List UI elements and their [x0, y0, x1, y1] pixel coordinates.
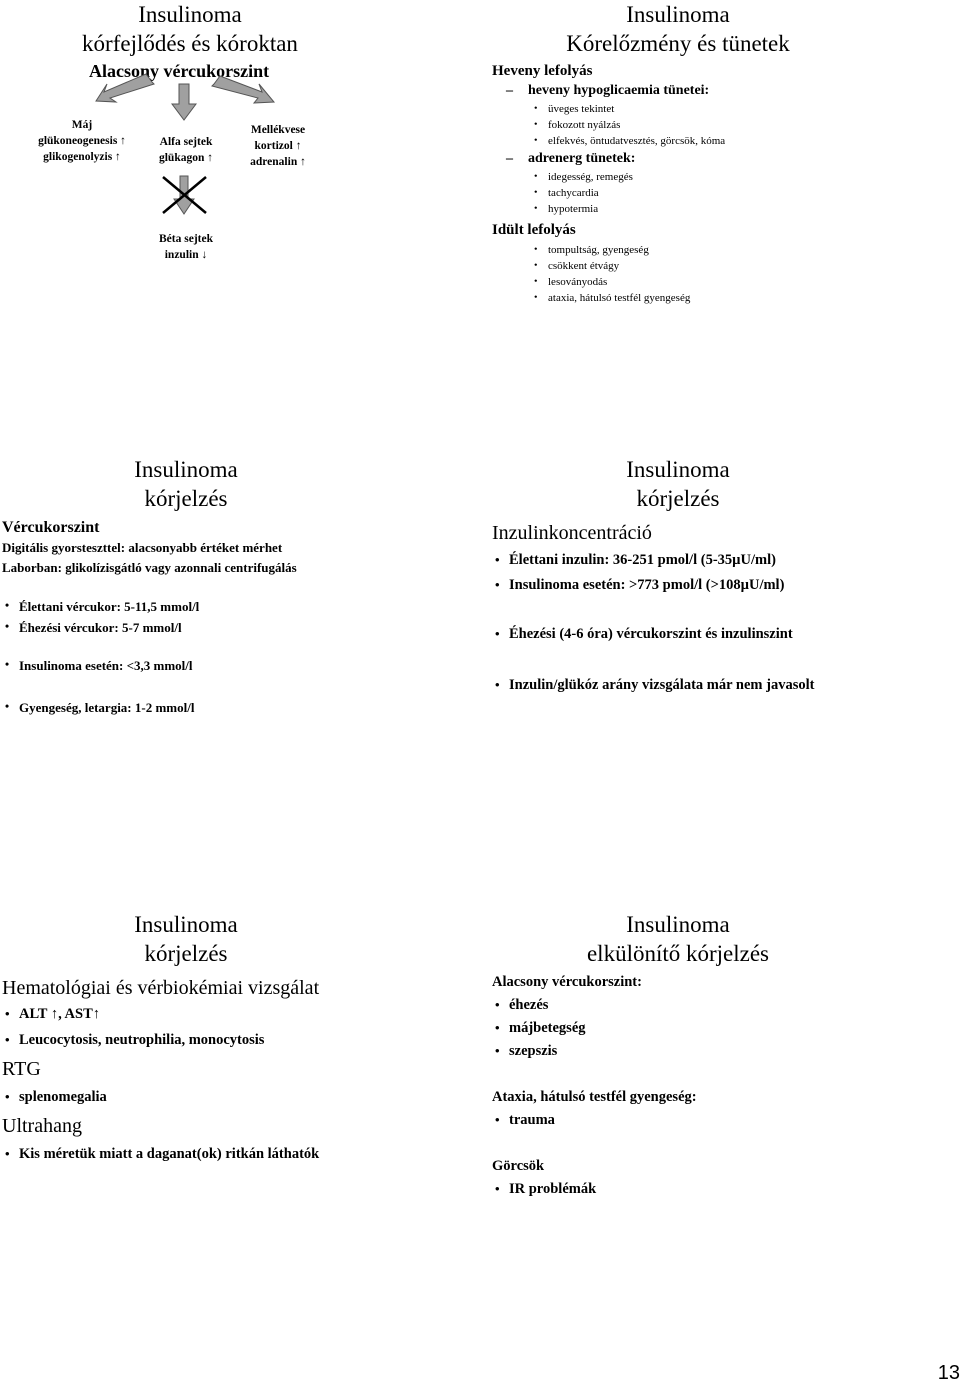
slide-title: Insulinoma kórfejlődés és kóroktan	[82, 2, 298, 56]
list-item: • Inzulin/glükóz arány vizsgálata már nem javasolt	[509, 677, 814, 694]
page-number: 13	[937, 1362, 960, 1384]
xray-heading: RTG	[2, 1058, 41, 1080]
exam-heading: Hematológiai és vérbiokémiai vizsgálat	[2, 977, 320, 999]
slide-diagnosis-exams	[0, 910, 480, 1330]
list-item: • Élettani inzulin: 36-251 pmol/l (5-35µU/ml)	[509, 552, 776, 569]
chronic-course-heading: Idült lefolyás	[492, 222, 576, 238]
list-item: • Kis méretük miatt a daganat(ok) ritkán láthatók	[19, 1146, 319, 1163]
list-item: • fokozott nyálzás	[548, 119, 620, 131]
slide-diagnosis-insulin	[480, 455, 960, 875]
list-item: • ALT ↑, AST↑	[19, 1006, 100, 1023]
node-liver: Máj glükoneogenesis ↑ glikogenolyzis ↑	[38, 119, 126, 163]
list-item: • májbetegség	[509, 1020, 586, 1037]
adrenergic-heading: – adrenerg tünetek:	[528, 151, 635, 167]
ataxia-heading: Ataxia, hátulsó testfél gyengeség:	[492, 1089, 697, 1105]
slide-title: Insulinoma kórjelzés	[134, 912, 238, 966]
list-item: • IR problémák	[509, 1181, 596, 1198]
list-item: • Insulinoma esetén: <3,3 mmol/l	[19, 658, 193, 674]
arrow-to-adrenal	[212, 76, 274, 103]
slide-title: Insulinoma kórjelzés	[626, 457, 730, 511]
node-adrenal: Mellékvese kortizol ↑ adrenalin ↑	[250, 124, 306, 168]
list-item: • tachycardia	[548, 187, 599, 199]
arrow-to-liver	[96, 74, 154, 102]
ultrasound-heading: Ultrahang	[2, 1115, 82, 1137]
slide-history-symptoms	[480, 0, 960, 420]
list-item: • elfekvés, öntudatvesztés, görcsök, kóma	[548, 135, 725, 147]
list-item: • lesoványodás	[548, 276, 607, 288]
list-item: • trauma	[509, 1112, 555, 1129]
info-line: Laborban: glikolízisgátló vagy azonnali centrifugálás	[2, 560, 297, 575]
list-item: • splenomegalia	[19, 1089, 107, 1106]
list-item: • idegesség, remegés	[548, 171, 633, 183]
list-item: • ataxia, hátulsó testfél gyengeség	[548, 292, 690, 304]
list-item: • éhezés	[509, 997, 548, 1014]
list-item: • Éhezési (4-6 óra) vércukorszint és inzulinszint	[509, 626, 793, 643]
slide-differential-diagnosis	[480, 910, 960, 1330]
list-item: • Gyengeség, letargia: 1-2 mmol/l	[19, 700, 194, 716]
list-item: • tompultság, gyengeség	[548, 244, 649, 256]
list-item: • Élettani vércukor: 5-11,5 mmol/l	[19, 599, 199, 615]
list-item: • üveges tekintet	[548, 103, 614, 115]
hypoglycaemia-heading: – heveny hypoglicaemia tünetei:	[528, 83, 709, 99]
slide-title: Insulinoma Kórelőzmény és tünetek	[566, 2, 790, 56]
list-item: • Insulinoma esetén: >773 pmol/l (>108µU/ml)	[509, 577, 784, 594]
list-item: • szepszis	[509, 1043, 557, 1060]
slide-diagnosis-blood-sugar	[0, 455, 480, 875]
list-item: • Éhezési vércukor: 5-7 mmol/l	[19, 620, 182, 636]
list-item: • hypotermia	[548, 203, 598, 215]
insulin-heading: Inzulinkoncentráció	[492, 522, 652, 544]
node-beta-cells: Béta sejtek inzulin ↓	[159, 233, 213, 261]
blood-sugar-heading: Vércukorszint	[2, 519, 100, 536]
list-item: • Leucocytosis, neutrophilia, monocytosis	[19, 1032, 264, 1049]
low-blood-sugar-heading: Alacsony vércukorszint:	[492, 974, 642, 990]
seizures-heading: Görcsök	[492, 1158, 545, 1174]
arrow-to-alpha-cells	[172, 84, 196, 120]
info-line: Digitális gyorsteszttel: alacsonyabb értéket mérhet	[2, 540, 283, 555]
low-blood-sugar-label: Alacsony vércukorszint	[89, 61, 270, 81]
slide-pathogenesis	[0, 0, 480, 420]
slide-title: Insulinoma elkülönítő kórjelzés	[586, 912, 770, 966]
list-item: • csökkent étvágy	[548, 260, 619, 272]
node-alpha-cells: Alfa sejtek glükagon ↑	[158, 136, 213, 164]
acute-course-heading: Heveny lefolyás	[492, 63, 593, 79]
slide-title: Insulinoma kórjelzés	[134, 457, 238, 511]
